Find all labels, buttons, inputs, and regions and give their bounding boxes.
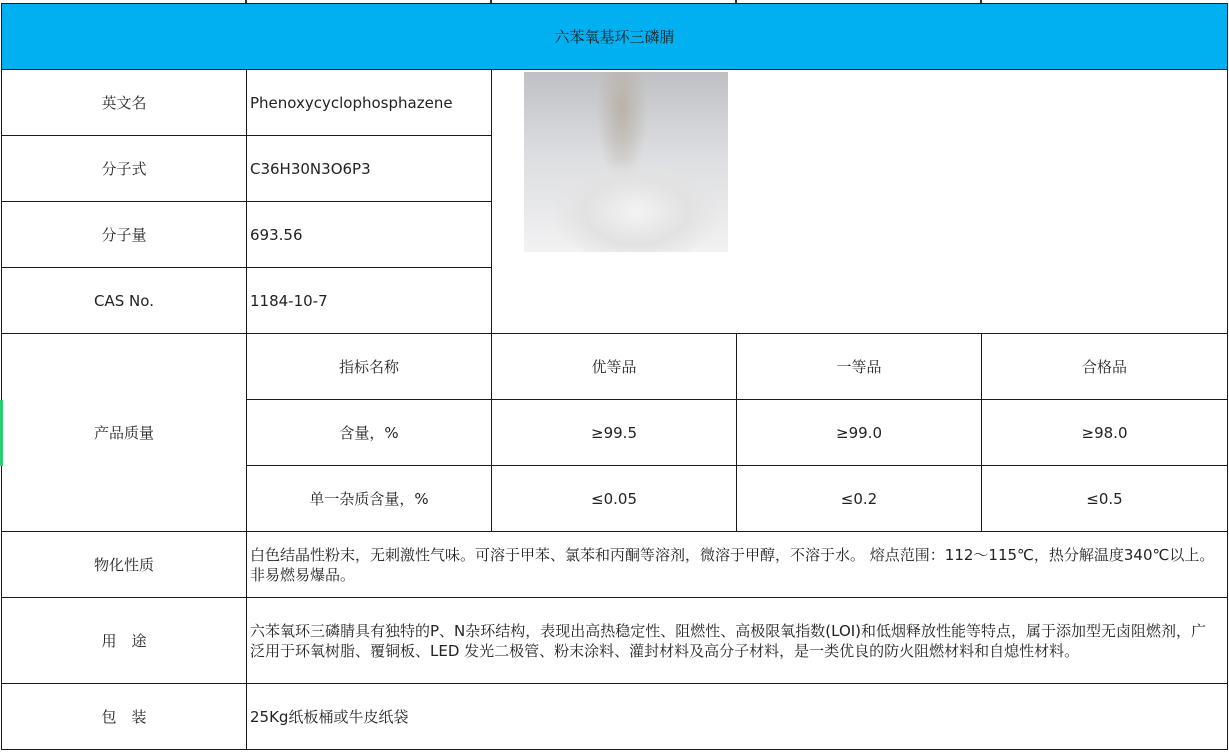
quality-header-superior: 优等品: [492, 334, 737, 400]
quality-header-first: 一等品: [737, 334, 982, 400]
packing-label: 包 装: [2, 684, 247, 750]
quality-row-superior: ≤0.05: [492, 466, 737, 532]
spec-table: [1, 3, 1228, 750]
packing-value: 25Kg纸板桶或牛皮纸袋: [247, 684, 1228, 750]
cas-label: CAS No.: [2, 268, 247, 334]
formula-label: 分子式: [2, 136, 247, 202]
properties-value: 白色结晶性粉末，无刺激性气味。可溶于甲苯、氯苯和丙酮等溶剂，微溶于甲醇，不溶于水。 熔点范围：112～115℃，热分解温度340℃以上。非易燃易爆品。: [247, 532, 1228, 598]
properties-label: 物化性质: [2, 532, 247, 598]
english-name-value: Phenoxycyclophosphazene: [247, 70, 492, 136]
product-title: 六苯氧基环三磷腈: [2, 4, 1228, 70]
quality-row-superior: ≥99.5: [492, 400, 737, 466]
english-name-label: 英文名: [2, 70, 247, 136]
quality-row-name: 单一杂质含量，%: [247, 466, 492, 532]
info-row-english-name: [2, 70, 1228, 136]
packing-row: [2, 684, 1228, 750]
cas-value: 1184-10-7: [247, 268, 492, 334]
usage-label: 用 途: [2, 598, 247, 684]
title-row: [2, 4, 1228, 70]
formula-value: C36H30N3O6P3: [247, 136, 492, 202]
quality-header-row: [2, 334, 1228, 400]
usage-row: [2, 598, 1228, 684]
properties-row: [2, 532, 1228, 598]
quality-row-first: ≤0.2: [737, 466, 982, 532]
molecular-weight-value: 693.56: [247, 202, 492, 268]
quality-row-first: ≥99.0: [737, 400, 982, 466]
quality-header-qualified: 合格品: [982, 334, 1228, 400]
quality-row-name: 含量，%: [247, 400, 492, 466]
molecular-weight-label: 分子量: [2, 202, 247, 268]
usage-value: 六苯氧环三磷腈具有独特的P、N杂环结构，表现出高热稳定性、阻燃性、高极限氧指数(LOI)和低烟释放性能等特点，属于添加型无卤阻燃剂，广泛用于环氧树脂、覆铜板、LED 发光二极管、粉末涂料、灌封材料及高分子材料，是一类优良的防火阻燃材料和自熄性材料。: [247, 598, 1228, 684]
row-selection-indicator: [0, 400, 3, 466]
quality-label: 产品质量: [2, 334, 247, 532]
quality-row-qualified: ≤0.5: [982, 466, 1228, 532]
quality-row-qualified: ≥98.0: [982, 400, 1228, 466]
product-photo: [524, 72, 728, 252]
quality-header-name: 指标名称: [247, 334, 492, 400]
product-image-cell: [492, 70, 1228, 334]
